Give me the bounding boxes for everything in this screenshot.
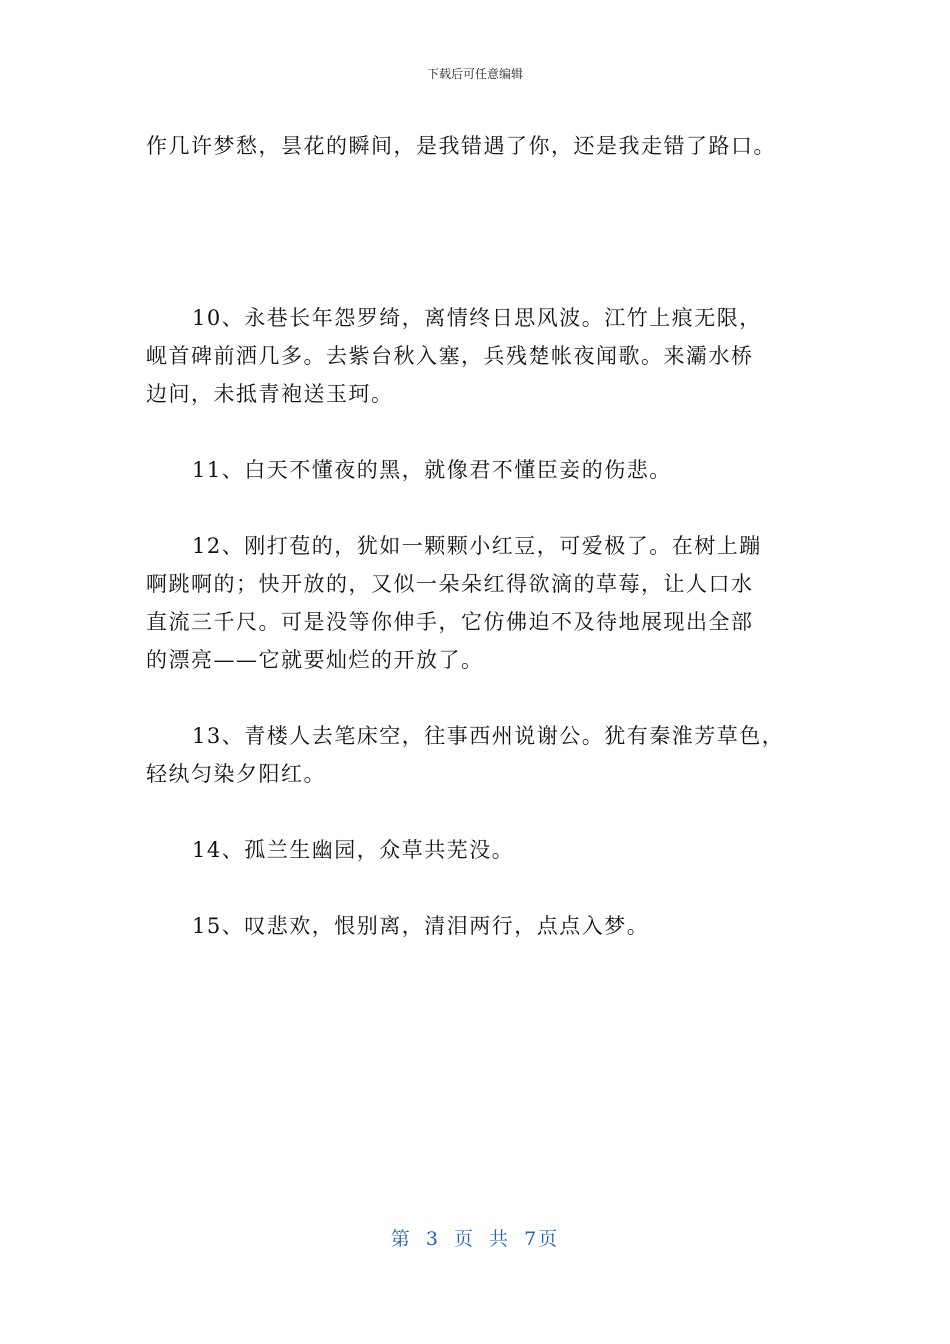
- paragraph-line: 12、刚打苞的，犹如一颗颗小红豆，可爱极了。在树上蹦: [192, 534, 762, 558]
- paragraph-line: 边问，未抵青袍送玉珂。: [146, 382, 394, 406]
- page-footer: [0, 1226, 950, 1252]
- paragraph-line: 13、青楼人去笔床空，往事西州说谢公。犹有秦淮芳草色，: [192, 724, 785, 748]
- paragraph-line: 作几许梦愁，昙花的瞬间，是我错遇了你，还是我走错了路口。: [146, 134, 776, 158]
- footer-current-page: 3: [425, 1228, 440, 1250]
- page-header: 下载后可任意编辑: [426, 67, 523, 81]
- footer-ye: 页: [453, 1228, 475, 1250]
- footer-di: 第: [390, 1228, 412, 1250]
- paragraph-line: 啊跳啊的；快开放的，又似一朵朵红得欲滴的草莓，让人口水: [146, 572, 754, 596]
- paragraph-line: 14、孤兰生幽园，众草共芜没。: [192, 838, 515, 862]
- paragraph-line: 轻纨匀染夕阳红。: [146, 762, 326, 786]
- footer-gong: 共: [489, 1228, 511, 1250]
- paragraph-line: 岘首碑前洒几多。去紫台秋入塞，兵残楚帐夜闻歌。来灞水桥: [146, 344, 754, 368]
- paragraph-line: 的漂亮——它就要灿烂的开放了。: [146, 648, 484, 672]
- paragraph-line: 10、永巷长年怨罗绮，离情终日思风波。江竹上痕无限，: [192, 306, 762, 330]
- paragraph-line: 11、白天不懂夜的黑，就像君不懂臣妾的伤悲。: [192, 458, 672, 482]
- footer-total-pages: 7页: [524, 1228, 560, 1250]
- paragraph-line: 直流三千尺。可是没等你伸手，它仿佛迫不及待地展现出全部: [146, 610, 754, 634]
- document-body: [146, 127, 806, 945]
- paragraph-line: 15、叹悲欢，恨别离，清泪两行，点点入梦。: [192, 914, 650, 938]
